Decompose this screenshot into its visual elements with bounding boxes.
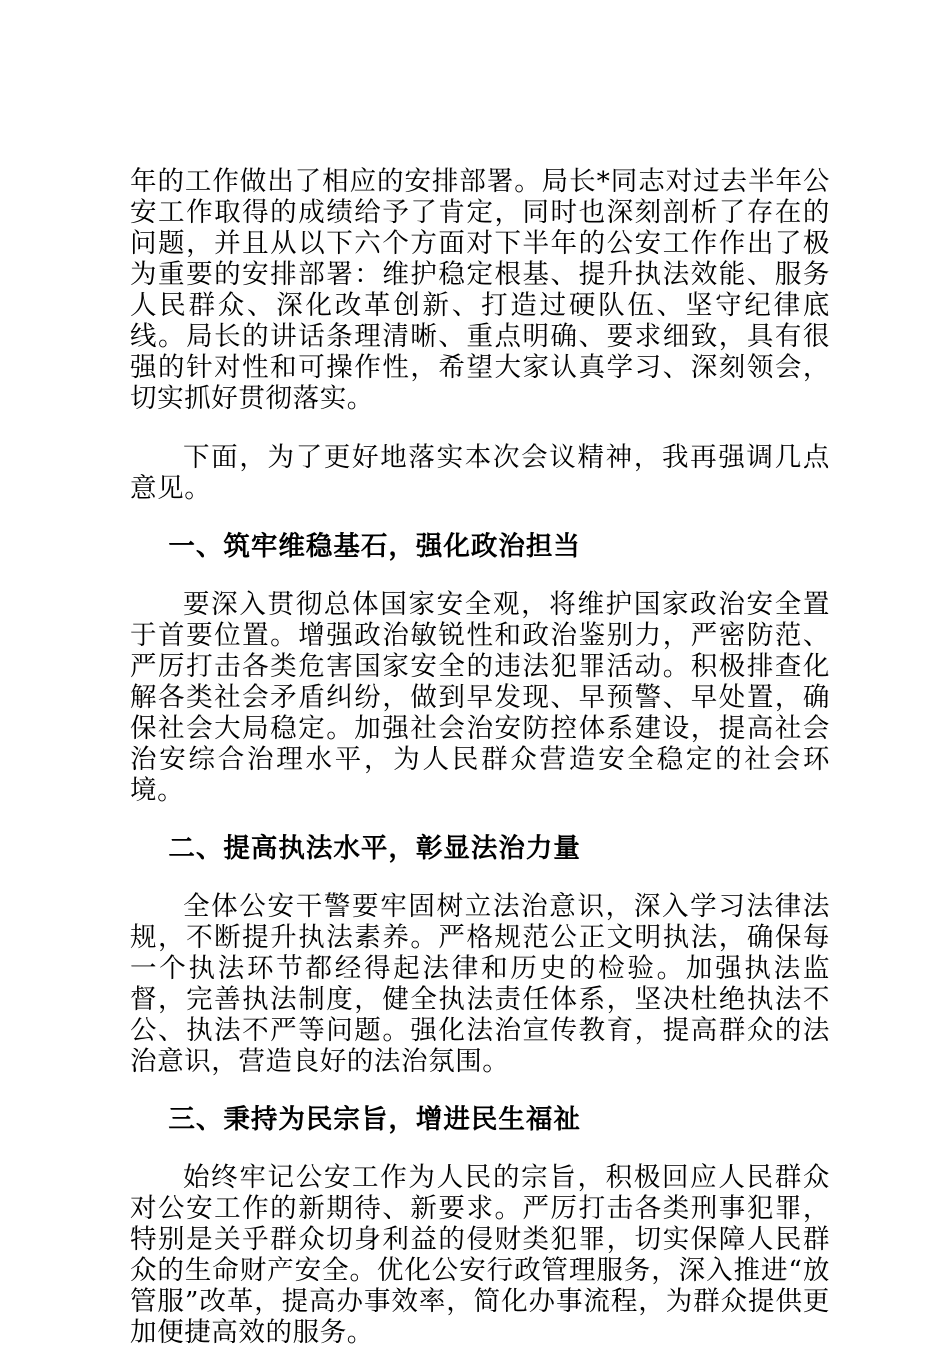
document-page [130, 166, 830, 1348]
paragraph-section-2: 全体公安干警要牢固树立法治意识，深入学习法律法规，不断提升执法素养。严格规范公正文明执法，确保每一个执法环节都经得起法律和历史的检验。加强执法监督，完善执法制度，健全执法责任体系，坚决杜绝执法不公、执法不严等问题。强化法治宣传教育，提高群众的法治意识，营造良好的法治氛围。 [130, 891, 830, 1077]
paragraph-section-3: 始终牢记公安工作为人民的宗旨，积极回应人民群众对公安工作的新期待、新要求。严厉打击各类刑事犯罪，特别是关乎群众切身利益的侵财类犯罪，切实保障人民群众的生命财产安全。优化公安行政管理服务，深入推进“放管服”改革，提高办事效率，简化办事流程，为群众提供更加便捷高效的服务。 [130, 1162, 830, 1348]
section-heading-3: 三、秉持为民宗旨，增进民生福祉 [168, 1104, 581, 1135]
paragraph-opening: 年的工作做出了相应的安排部署。局长*同志对过去半年公安工作取得的成绩给予了肯定，同时也深刻剖析了存在的问题，并且从以下六个方面对下半年的公安工作作出了极为重要的安排部署：维护稳定根基、提升执法效能、服务人民群众、深化改革创新、打造过硬队伍、坚守纪律底线。局长的讲话条理清晰、重点明确、要求细致，具有很强的针对性和可操作性，希望大家认真学习、深刻领会，切实抓好贯彻落实。 [130, 166, 830, 414]
paragraph-transition: 下面，为了更好地落实本次会议精神，我再强调几点意见。 [130, 442, 830, 504]
paragraph-section-1: 要深入贯彻总体国家安全观，将维护国家政治安全置于首要位置。增强政治敏锐性和政治鉴别力，严密防范、严厉打击各类危害国家安全的违法犯罪活动。积极排查化解各类社会矛盾纠纷，做到早发现、早预警、早处置，确保社会大局稳定。加强社会治安防控体系建设，提高社会治安综合治理水平，为人民群众营造安全稳定的社会环境。 [130, 589, 830, 806]
section-heading-2: 二、提高执法水平，彰显法治力量 [168, 833, 581, 864]
section-heading-1: 一、筑牢维稳基石，强化政治担当 [168, 531, 581, 562]
